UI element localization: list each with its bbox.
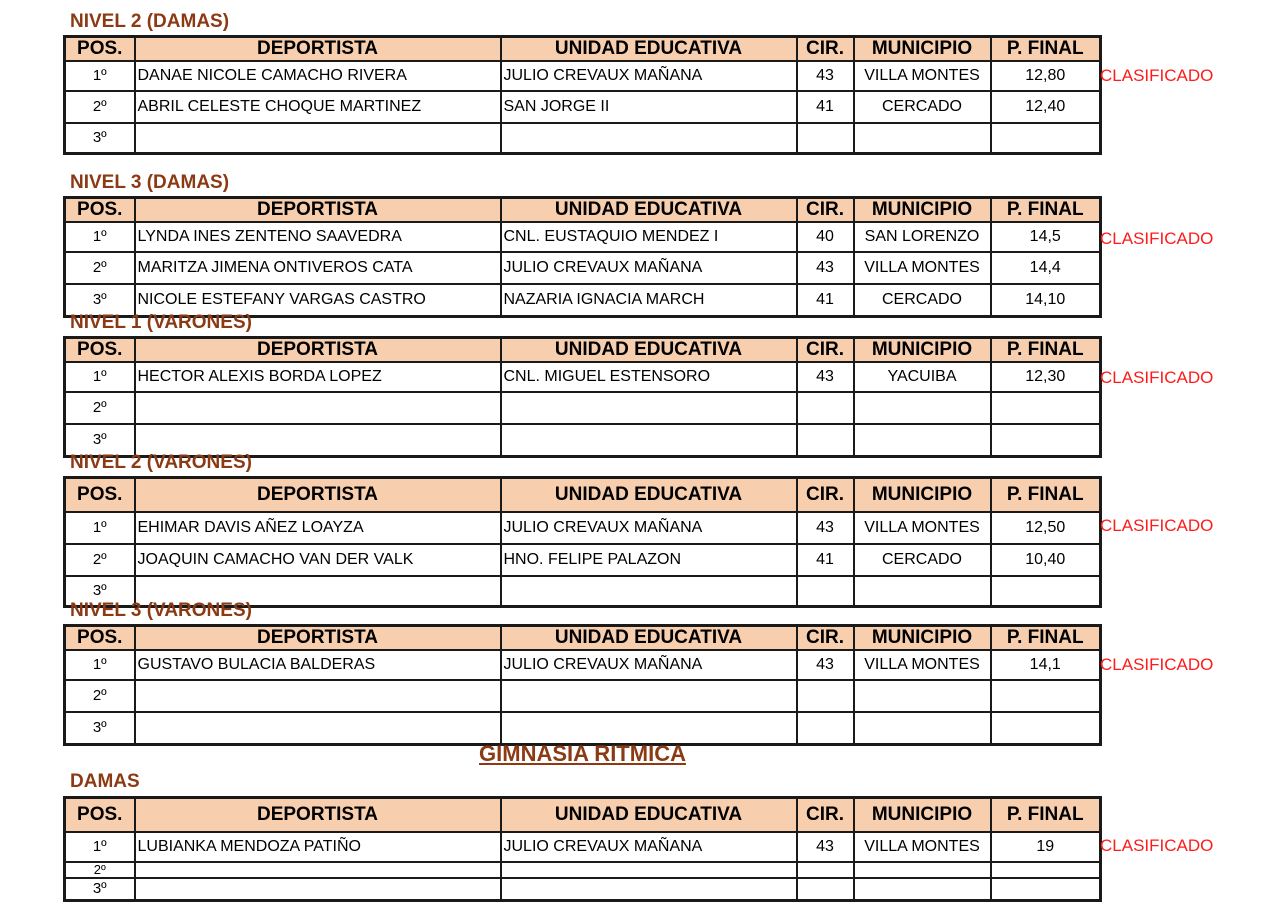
header-municipio: MUNICIPIO: [854, 478, 991, 513]
table-row: [65, 832, 1101, 862]
header-unidad: UNIDAD EDUCATIVA: [501, 37, 797, 62]
header-pos: POS.: [65, 478, 135, 513]
cell-unidad: HNO. FELIPE PALAZON: [501, 544, 797, 576]
cell-pos: 1º: [65, 61, 135, 91]
header-municipio: MUNICIPIO: [854, 37, 991, 62]
header-unidad: UNIDAD EDUCATIVA: [501, 198, 797, 223]
cell-unidad: NAZARIA IGNACIA MARCH: [501, 284, 797, 317]
cell-final: [991, 712, 1101, 745]
cell-municipio: VILLA MONTES: [854, 61, 991, 91]
cell-cir: 41: [797, 284, 854, 317]
cell-cir: 43: [797, 362, 854, 392]
cell-final: [991, 878, 1101, 901]
results-table: [63, 624, 1102, 746]
cell-pos: 2º: [65, 544, 135, 576]
cell-pos: 2º: [65, 680, 135, 712]
table-row: [65, 362, 1101, 392]
cell-final: 14,4: [991, 252, 1101, 284]
header-row: [65, 198, 1101, 223]
cell-municipio: [854, 680, 991, 712]
header-final: P. FINAL: [991, 338, 1101, 363]
cell-deportista: [135, 680, 501, 712]
cell-municipio: VILLA MONTES: [854, 252, 991, 284]
cell-pos: 3º: [65, 576, 135, 607]
cell-final: 14,5: [991, 222, 1101, 252]
cell-unidad: [501, 712, 797, 745]
table-row: [65, 544, 1101, 576]
table-row: [65, 512, 1101, 544]
header-deportista: DEPORTISTA: [135, 626, 501, 651]
cell-pos: 3º: [65, 878, 135, 901]
cell-unidad: JULIO CREVAUX MAÑANA: [501, 252, 797, 284]
cell-cir: [797, 712, 854, 745]
table-row: [65, 862, 1101, 878]
cell-pos: 2º: [65, 392, 135, 424]
header-deportista: DEPORTISTA: [135, 338, 501, 363]
table-row: [65, 222, 1101, 252]
cell-pos: 1º: [65, 832, 135, 862]
header-pos: POS.: [65, 37, 135, 62]
cell-unidad: [501, 424, 797, 457]
cell-deportista: [135, 123, 501, 154]
table-row: [65, 61, 1101, 91]
header-row: [65, 626, 1101, 651]
cell-unidad: [501, 392, 797, 424]
header-unidad: UNIDAD EDUCATIVA: [501, 798, 797, 833]
header-municipio: MUNICIPIO: [854, 198, 991, 223]
header-cir: CIR.: [797, 626, 854, 651]
cell-final: [991, 680, 1101, 712]
cell-unidad: JULIO CREVAUX MAÑANA: [501, 512, 797, 544]
header-cir: CIR.: [797, 478, 854, 513]
header-municipio: MUNICIPIO: [854, 798, 991, 833]
cell-pos: 3º: [65, 123, 135, 154]
header-row: [65, 37, 1101, 62]
header-final: P. FINAL: [991, 798, 1101, 833]
results-table: [63, 336, 1102, 458]
cell-deportista: JOAQUIN CAMACHO VAN DER VALK: [135, 544, 501, 576]
status-label: CLASIFICADO: [1100, 655, 1214, 674]
header-final: P. FINAL: [991, 198, 1101, 223]
cell-cir: 43: [797, 252, 854, 284]
cell-municipio: [854, 576, 991, 607]
table-row: [65, 878, 1101, 901]
cell-deportista: LYNDA INES ZENTENO SAAVEDRA: [135, 222, 501, 252]
cell-pos: 3º: [65, 284, 135, 317]
section-title: NIVEL 1 (VARONES): [70, 312, 252, 333]
cell-pos: 3º: [65, 712, 135, 745]
header-deportista: DEPORTISTA: [135, 37, 501, 62]
cell-cir: 43: [797, 512, 854, 544]
section-title: DAMAS: [70, 771, 140, 792]
table-row: [65, 650, 1101, 680]
header-deportista: DEPORTISTA: [135, 798, 501, 833]
header-final: P. FINAL: [991, 37, 1101, 62]
cell-pos: 2º: [65, 252, 135, 284]
cell-deportista: DANAE NICOLE CAMACHO RIVERA: [135, 61, 501, 91]
cell-deportista: [135, 392, 501, 424]
cell-municipio: CERCADO: [854, 544, 991, 576]
cell-unidad: [501, 680, 797, 712]
cell-final: 14,1: [991, 650, 1101, 680]
cell-deportista: GUSTAVO BULACIA BALDERAS: [135, 650, 501, 680]
cell-municipio: [854, 862, 991, 878]
cell-deportista: EHIMAR DAVIS AÑEZ LOAYZA: [135, 512, 501, 544]
cell-unidad: JULIO CREVAUX MAÑANA: [501, 650, 797, 680]
cell-final: 10,40: [991, 544, 1101, 576]
header-unidad: UNIDAD EDUCATIVA: [501, 478, 797, 513]
section-title: NIVEL 3 (VARONES): [70, 600, 252, 621]
header-cir: CIR.: [797, 338, 854, 363]
cell-deportista: [135, 862, 501, 878]
cell-deportista: ABRIL CELESTE CHOQUE MARTINEZ: [135, 91, 501, 123]
cell-final: [991, 123, 1101, 154]
cell-cir: [797, 576, 854, 607]
section-title: NIVEL 2 (VARONES): [70, 452, 252, 473]
status-label: CLASIFICADO: [1100, 516, 1214, 535]
cell-deportista: LUBIANKA MENDOZA PATIÑO: [135, 832, 501, 862]
header-deportista: DEPORTISTA: [135, 198, 501, 223]
cell-unidad: [501, 576, 797, 607]
cell-final: [991, 576, 1101, 607]
cell-cir: [797, 862, 854, 878]
cell-cir: [797, 392, 854, 424]
cell-municipio: VILLA MONTES: [854, 512, 991, 544]
table-row: [65, 712, 1101, 745]
cell-municipio: CERCADO: [854, 284, 991, 317]
header-row: [65, 338, 1101, 363]
cell-final: [991, 424, 1101, 457]
table-row: [65, 680, 1101, 712]
header-municipio: MUNICIPIO: [854, 338, 991, 363]
cell-final: 12,40: [991, 91, 1101, 123]
cell-unidad: [501, 878, 797, 901]
header-pos: POS.: [65, 198, 135, 223]
header-final: P. FINAL: [991, 478, 1101, 513]
status-label: CLASIFICADO: [1100, 368, 1214, 387]
cell-cir: [797, 680, 854, 712]
cell-pos: 2º: [65, 862, 135, 878]
header-unidad: UNIDAD EDUCATIVA: [501, 338, 797, 363]
cell-cir: 43: [797, 650, 854, 680]
cell-municipio: CERCADO: [854, 91, 991, 123]
cell-cir: 40: [797, 222, 854, 252]
cell-cir: [797, 123, 854, 154]
status-label: CLASIFICADO: [1100, 229, 1214, 248]
cell-unidad: JULIO CREVAUX MAÑANA: [501, 832, 797, 862]
results-table: [63, 196, 1102, 318]
cell-municipio: SAN LORENZO: [854, 222, 991, 252]
cell-pos: 1º: [65, 650, 135, 680]
cell-deportista: [135, 878, 501, 901]
cell-final: [991, 862, 1101, 878]
table-row: [65, 123, 1101, 154]
cell-cir: 43: [797, 61, 854, 91]
cell-municipio: VILLA MONTES: [854, 650, 991, 680]
cell-pos: 1º: [65, 512, 135, 544]
header-final: P. FINAL: [991, 626, 1101, 651]
header-row: [65, 478, 1101, 513]
cell-municipio: [854, 712, 991, 745]
header-pos: POS.: [65, 798, 135, 833]
cell-municipio: [854, 392, 991, 424]
cell-unidad: CNL. MIGUEL ESTENSORO: [501, 362, 797, 392]
cell-final: 12,50: [991, 512, 1101, 544]
cell-pos: 3º: [65, 424, 135, 457]
status-label: CLASIFICADO: [1100, 66, 1214, 85]
table-row: [65, 252, 1101, 284]
cell-unidad: [501, 123, 797, 154]
table-row: [65, 91, 1101, 123]
section-title: NIVEL 3 (DAMAS): [70, 172, 230, 193]
header-unidad: UNIDAD EDUCATIVA: [501, 626, 797, 651]
cell-deportista: [135, 712, 501, 745]
cell-cir: 41: [797, 91, 854, 123]
cell-pos: 2º: [65, 91, 135, 123]
header-cir: CIR.: [797, 798, 854, 833]
cell-pos: 1º: [65, 222, 135, 252]
cell-unidad: JULIO CREVAUX MAÑANA: [501, 61, 797, 91]
cell-cir: [797, 878, 854, 901]
header-row: [65, 798, 1101, 833]
cell-unidad: [501, 862, 797, 878]
header-cir: CIR.: [797, 37, 854, 62]
header-deportista: DEPORTISTA: [135, 478, 501, 513]
header-municipio: MUNICIPIO: [854, 626, 991, 651]
header-pos: POS.: [65, 338, 135, 363]
cell-unidad: SAN JORGE II: [501, 91, 797, 123]
section-title: NIVEL 2 (DAMAS): [70, 11, 230, 32]
cell-municipio: [854, 123, 991, 154]
cell-deportista: NICOLE ESTEFANY VARGAS CASTRO: [135, 284, 501, 317]
cell-final: 12,30: [991, 362, 1101, 392]
cell-cir: 41: [797, 544, 854, 576]
cell-final: 14,10: [991, 284, 1101, 317]
results-table: [63, 35, 1102, 155]
cell-final: [991, 392, 1101, 424]
table-row: [65, 392, 1101, 424]
cell-municipio: [854, 878, 991, 901]
cell-municipio: [854, 424, 991, 457]
cell-final: 19: [991, 832, 1101, 862]
cell-unidad: CNL. EUSTAQUIO MENDEZ I: [501, 222, 797, 252]
cell-pos: 1º: [65, 362, 135, 392]
status-label: CLASIFICADO: [1100, 836, 1214, 855]
cell-deportista: HECTOR ALEXIS BORDA LOPEZ: [135, 362, 501, 392]
results-table: [63, 796, 1102, 902]
results-table: [63, 476, 1102, 608]
cell-cir: 43: [797, 832, 854, 862]
header-cir: CIR.: [797, 198, 854, 223]
cell-municipio: VILLA MONTES: [854, 832, 991, 862]
cell-cir: [797, 424, 854, 457]
gimnasia-ritmica-heading: GIMNASIA RITMICA: [479, 741, 686, 766]
header-pos: POS.: [65, 626, 135, 651]
cell-municipio: YACUIBA: [854, 362, 991, 392]
cell-deportista: MARITZA JIMENA ONTIVEROS CATA: [135, 252, 501, 284]
cell-final: 12,80: [991, 61, 1101, 91]
